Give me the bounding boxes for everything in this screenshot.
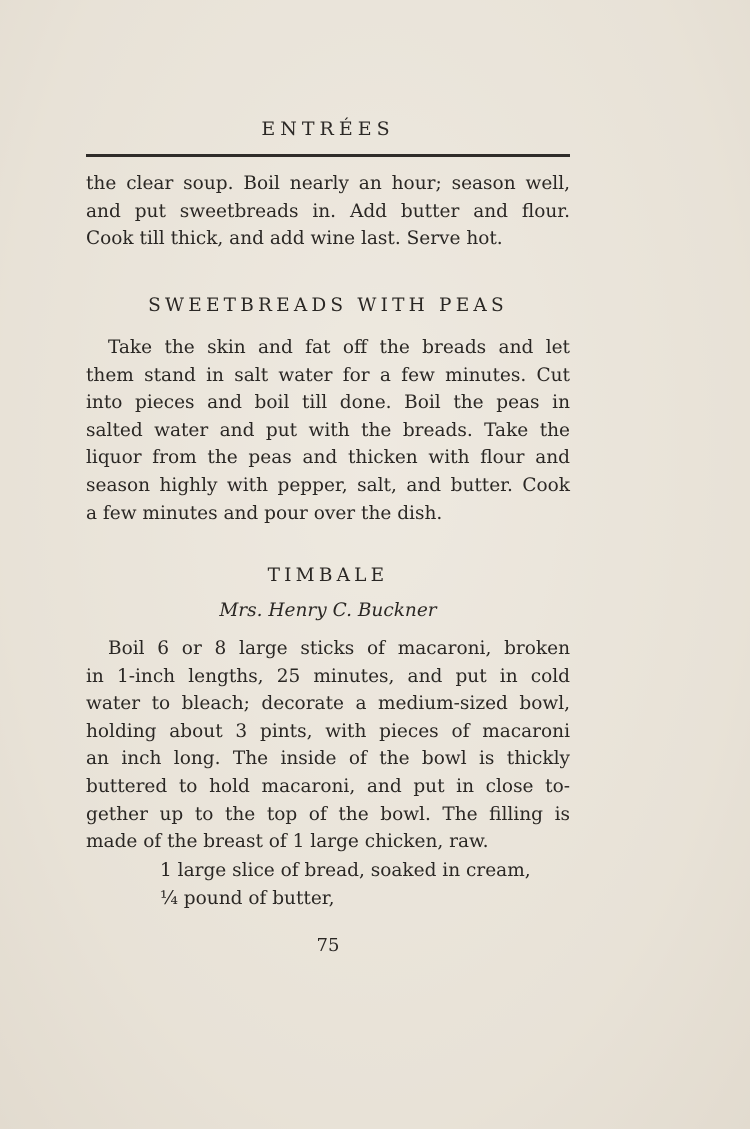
ingredient-item: ¼ pound of butter, bbox=[160, 888, 335, 909]
page-number: 75 bbox=[316, 935, 340, 956]
ingredient-item: 1 large slice of bread, soaked in cream, bbox=[160, 860, 531, 881]
recipe-author: Mrs. Henry C. Buckner bbox=[219, 600, 437, 621]
header-rule bbox=[86, 154, 570, 157]
text-line: them stand in salt water for a few minutes. Cut bbox=[86, 364, 570, 386]
text-line: buttered to hold macaroni, and put in close to- bbox=[86, 775, 570, 797]
text-line: made of the breast of 1 large chicken, raw. bbox=[86, 831, 489, 853]
section-title-sweetbreads: SWEETBREADS WITH PEAS bbox=[148, 295, 508, 316]
intro-paragraph bbox=[86, 170, 570, 253]
text-line: Boil 6 or 8 large sticks of macaroni, broken bbox=[108, 638, 570, 659]
text-line: season highly with pepper, salt, and butter. Cook bbox=[86, 474, 570, 496]
text-line: Cook till thick, and add wine last. Serve hot. bbox=[86, 228, 503, 250]
text-line: the clear soup. Boil nearly an hour; season well, bbox=[86, 173, 570, 194]
text-line: Take the skin and fat off the breads and let bbox=[108, 337, 570, 358]
text-line: and put sweetbreads in. Add butter and flour. bbox=[86, 200, 570, 222]
text-line: salted water and put with the breads. Take the bbox=[86, 419, 570, 441]
text-line: liquor from the peas and thicken with flour and bbox=[86, 447, 570, 469]
text-line: in 1-inch lengths, 25 minutes, and put in cold bbox=[86, 665, 570, 687]
text-line: a few minutes and pour over the dish. bbox=[86, 502, 443, 524]
running-head: ENTRÉES bbox=[261, 118, 395, 140]
text-line: an inch long. The inside of the bowl is thickly bbox=[86, 748, 570, 770]
section-title-timbale: TIMBALE bbox=[267, 565, 389, 586]
text-line: into pieces and boil till done. Boil the peas in bbox=[86, 392, 570, 414]
text-line: gether up to the top of the bowl. The filling is bbox=[86, 803, 570, 825]
text-line: holding about 3 pints, with pieces of macaroni bbox=[86, 720, 570, 742]
sweetbreads-paragraph bbox=[86, 334, 570, 527]
text-line: water to bleach; decorate a medium-sized bowl, bbox=[86, 693, 570, 715]
timbale-paragraph bbox=[86, 635, 570, 856]
